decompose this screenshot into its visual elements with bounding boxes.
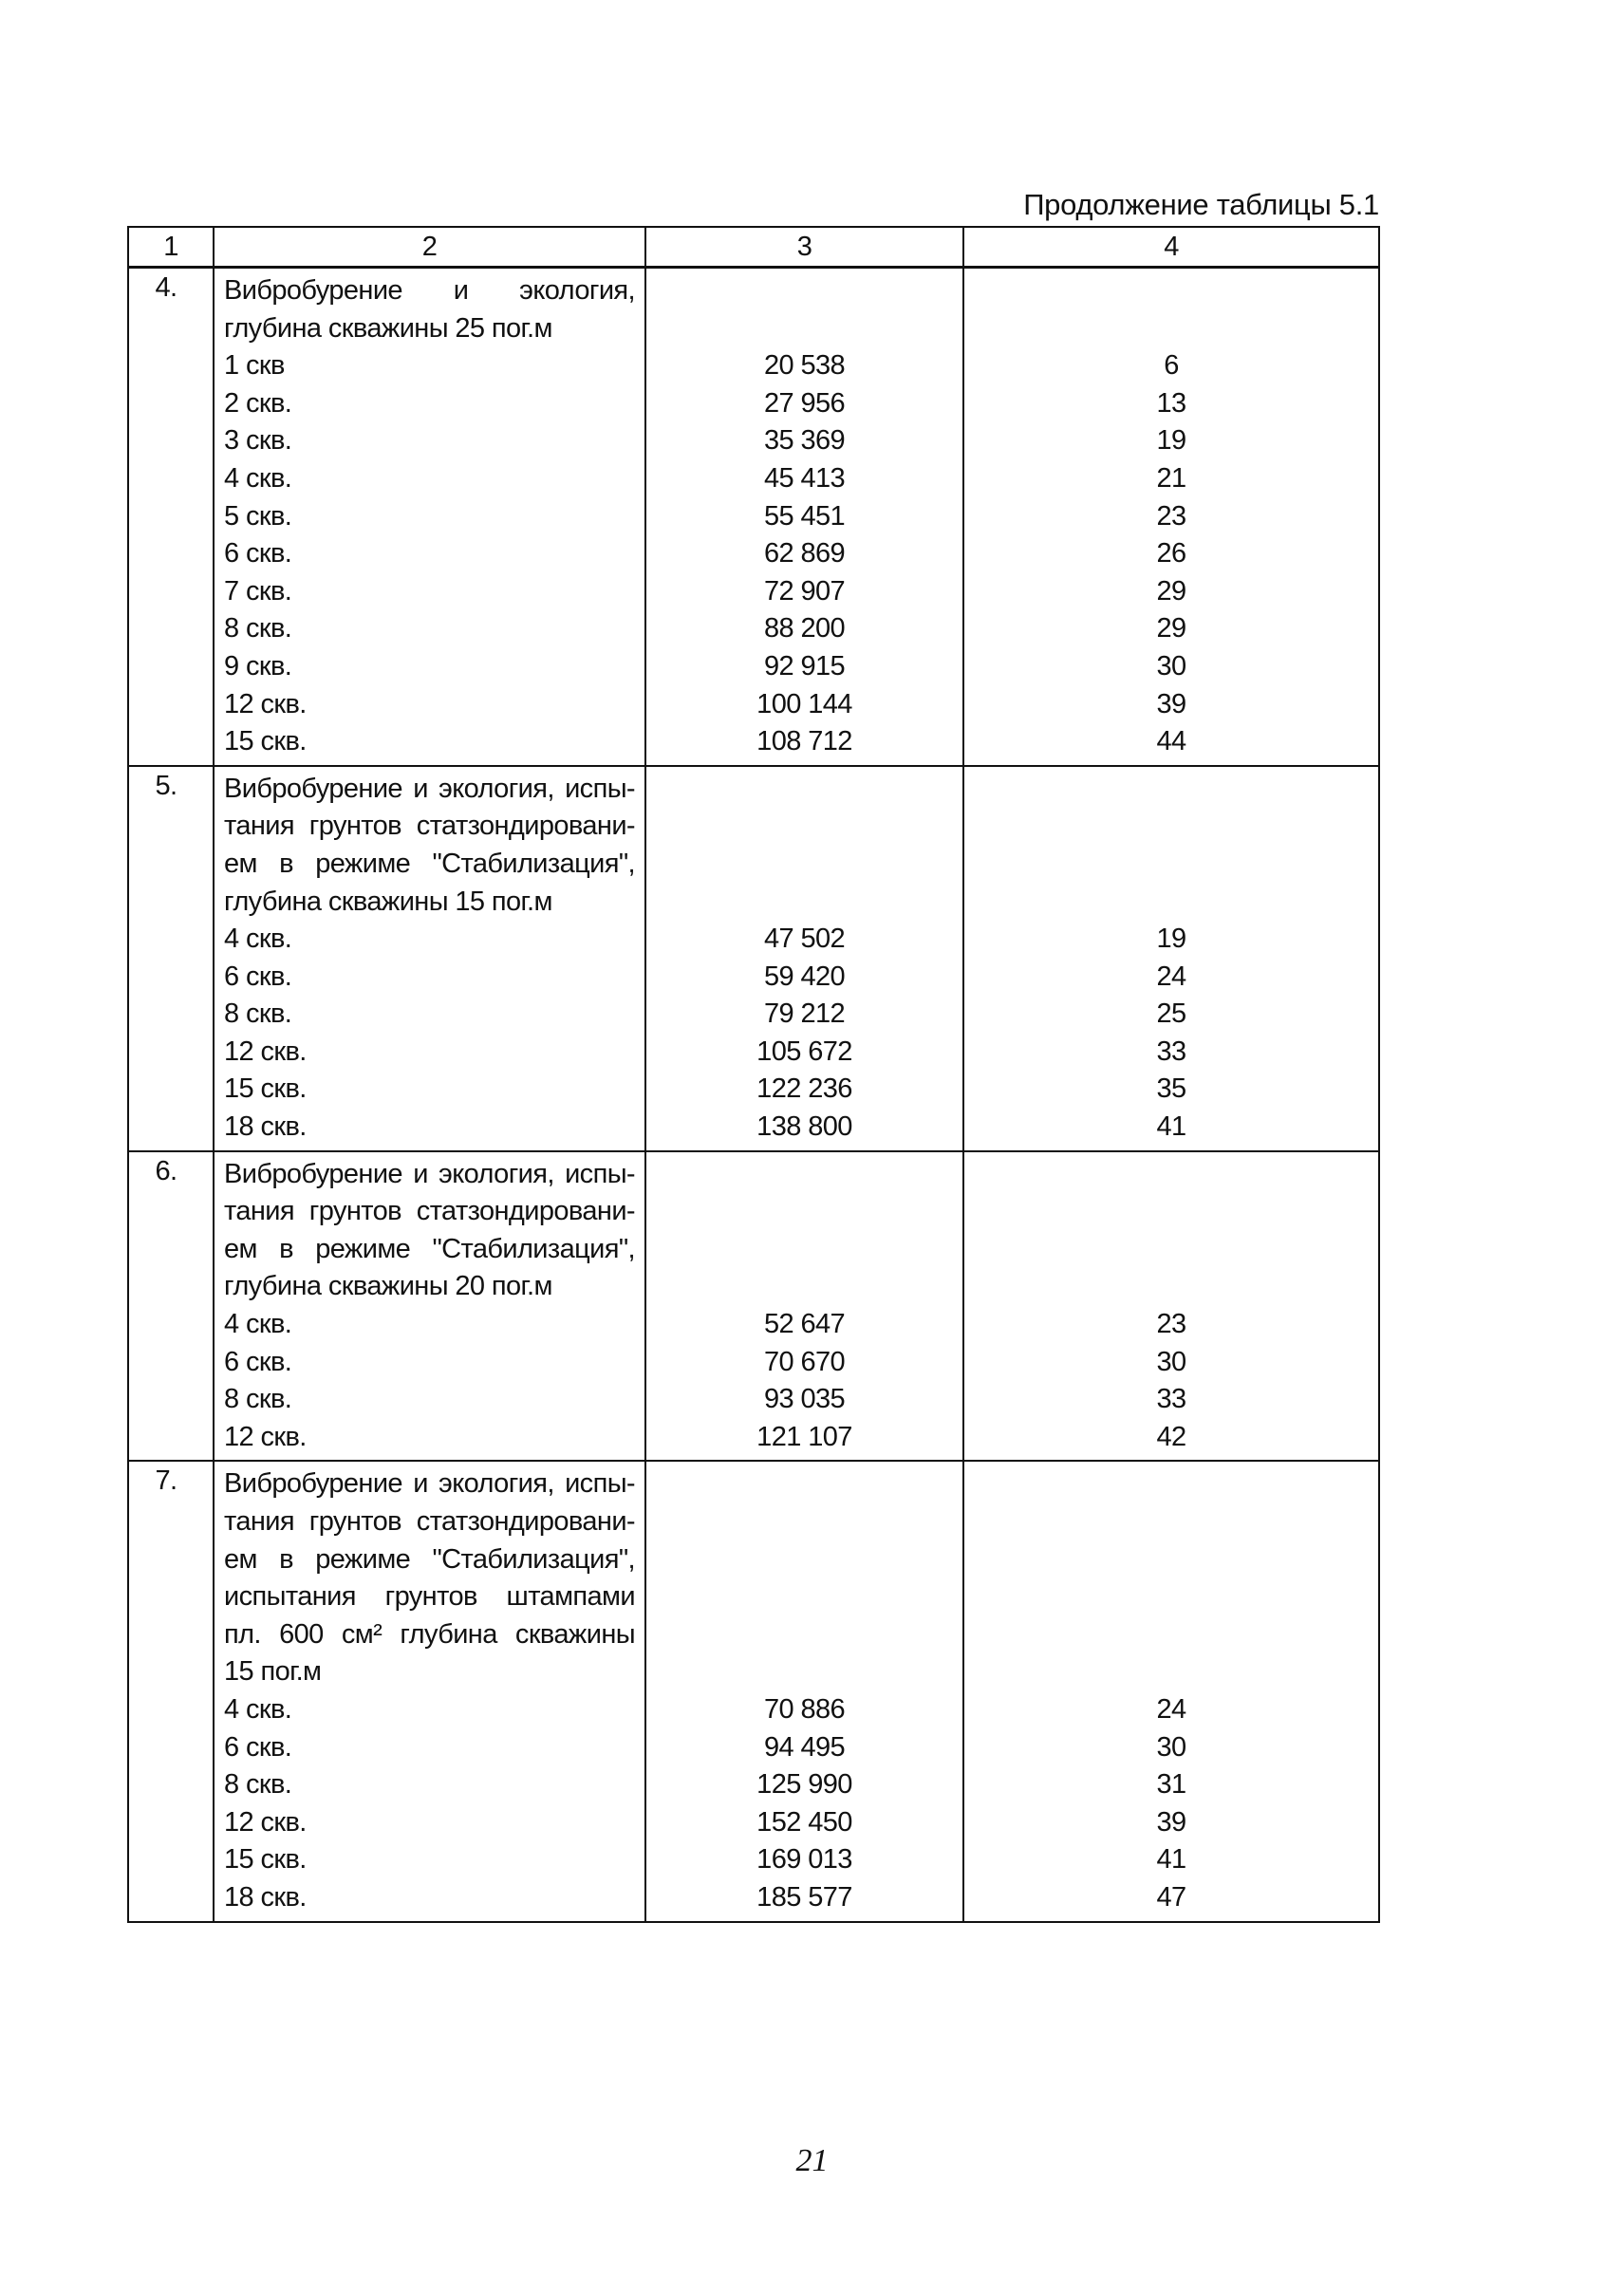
duration-value: 30	[1156, 1731, 1186, 1763]
duration-value: 41	[1156, 1844, 1186, 1876]
duration-value: 47	[1156, 1881, 1186, 1913]
well-count-label: 4 скв.	[224, 1309, 292, 1340]
description-line: тания грунтов статзондировани-	[224, 1196, 635, 1227]
section-description-cell	[214, 1461, 645, 1921]
cost-value: 72 907	[763, 575, 846, 607]
spacer	[964, 310, 1378, 348]
cost-value: 52 647	[763, 1309, 846, 1340]
cost-value: 47 502	[763, 924, 846, 955]
cost-value: 45 413	[763, 462, 846, 494]
description-line: ем в режиме "Стабилизация",	[224, 1543, 635, 1575]
duration-value: 26	[1156, 538, 1186, 569]
well-count-label: 8 скв.	[224, 1384, 292, 1415]
spacer	[964, 1465, 1378, 1503]
spacer	[646, 884, 962, 922]
duration-value: 21	[1156, 462, 1186, 494]
table-section-row	[128, 1151, 1379, 1462]
section-number: 6.	[128, 1151, 214, 1462]
well-count-label: 4 скв.	[224, 924, 292, 955]
description-line: Вибробурение и экология, испы-	[224, 773, 635, 804]
cost-value: 79 212	[763, 999, 846, 1030]
spacer	[646, 1156, 962, 1194]
duration-value: 44	[1156, 726, 1186, 757]
spacer	[964, 1578, 1378, 1616]
spacer	[964, 1231, 1378, 1269]
column-4-cell	[963, 268, 1379, 766]
cost-value: 122 236	[756, 1073, 852, 1105]
description-line: Вибробурение и экология,	[224, 275, 635, 306]
well-count-label: 2 скв.	[224, 387, 292, 419]
table-caption: Продолжение таблицы 5.1	[1023, 188, 1379, 221]
well-count-label: 6 скв.	[224, 1346, 292, 1377]
cost-value: 138 800	[756, 1111, 852, 1143]
well-count-label: 1 скв	[224, 350, 285, 382]
duration-value: 29	[1156, 575, 1186, 607]
spacer	[646, 1231, 962, 1269]
duration-value: 24	[1156, 1693, 1186, 1725]
description-line: тания грунтов статзондировани-	[224, 811, 635, 842]
section-description-cell	[214, 766, 645, 1151]
section-number: 4.	[128, 268, 214, 766]
well-count-label: 15 скв.	[224, 1073, 307, 1105]
duration-value: 30	[1156, 650, 1186, 681]
duration-value: 33	[1156, 1384, 1186, 1415]
section-number: 5.	[128, 766, 214, 1151]
duration-value: 29	[1156, 613, 1186, 644]
duration-value: 39	[1156, 688, 1186, 719]
well-count-label: 5 скв.	[224, 500, 292, 532]
well-count-label: 8 скв.	[224, 613, 292, 644]
duration-value: 19	[1156, 924, 1186, 955]
well-count-label: 12 скв.	[224, 1036, 307, 1067]
spacer	[646, 1616, 962, 1654]
cost-value: 20 538	[763, 350, 846, 382]
description-line: пл. 600 см² глубина скважины	[224, 1618, 635, 1650]
spacer	[646, 808, 962, 846]
table-section-row	[128, 1461, 1379, 1921]
spacer	[646, 771, 962, 809]
column-3-cell	[645, 1151, 963, 1462]
cost-value: 152 450	[756, 1806, 852, 1838]
description-line: глубина скважины 25 пог.м	[224, 312, 552, 344]
spacer	[964, 1541, 1378, 1579]
cost-value: 93 035	[763, 1384, 846, 1415]
table-header-row	[128, 227, 1379, 268]
well-count-label: 4 скв.	[224, 1693, 292, 1725]
spacer	[964, 846, 1378, 884]
spacer	[964, 1193, 1378, 1231]
cost-value: 70 670	[763, 1346, 846, 1377]
cost-value: 108 712	[756, 726, 852, 757]
well-count-label: 12 скв.	[224, 1421, 307, 1452]
column-4-cell	[963, 1151, 1379, 1462]
cost-value: 169 013	[756, 1844, 852, 1876]
column-3-cell	[645, 268, 963, 766]
column-4-cell	[963, 766, 1379, 1151]
description-line: Вибробурение и экология, испы-	[224, 1158, 635, 1189]
spacer	[964, 1616, 1378, 1654]
spacer	[964, 1156, 1378, 1194]
duration-value: 33	[1156, 1036, 1186, 1067]
well-count-label: 12 скв.	[224, 1806, 307, 1838]
cost-value: 70 886	[763, 1693, 846, 1725]
description-line: ем в режиме "Стабилизация",	[224, 1233, 635, 1264]
well-count-label: 15 скв.	[224, 1844, 307, 1876]
cost-value: 100 144	[756, 688, 852, 719]
page-number: 21	[795, 2143, 829, 2178]
duration-value: 39	[1156, 1806, 1186, 1838]
well-count-label: 6 скв.	[224, 961, 292, 992]
well-count-label: 6 скв.	[224, 1731, 292, 1763]
description-line: ем в режиме "Стабилизация",	[224, 848, 635, 879]
cost-value: 59 420	[763, 961, 846, 992]
cost-value: 35 369	[763, 425, 846, 457]
duration-value: 31	[1156, 1769, 1186, 1801]
spacer	[646, 1268, 962, 1306]
table-body	[128, 268, 1379, 1922]
spacer	[964, 1503, 1378, 1541]
spacer	[964, 1653, 1378, 1691]
spacer	[646, 272, 962, 310]
duration-value: 23	[1156, 1309, 1186, 1340]
duration-value: 23	[1156, 500, 1186, 532]
spacer	[646, 1465, 962, 1503]
cost-value: 105 672	[756, 1036, 852, 1067]
cost-value: 185 577	[756, 1881, 852, 1913]
header-col-2: 2	[214, 227, 645, 268]
spacer	[646, 310, 962, 348]
column-3-cell	[645, 1461, 963, 1921]
spacer	[964, 771, 1378, 809]
spacer	[646, 1541, 962, 1579]
spacer	[646, 1503, 962, 1541]
cost-value: 27 956	[763, 387, 846, 419]
cost-value: 121 107	[756, 1421, 852, 1452]
header-col-1: 1	[128, 227, 214, 268]
table-section-row	[128, 766, 1379, 1151]
cost-value: 88 200	[763, 613, 846, 644]
well-count-label: 15 скв.	[224, 726, 307, 757]
well-count-label: 8 скв.	[224, 999, 292, 1030]
spacer	[964, 272, 1378, 310]
well-count-label: 8 скв.	[224, 1769, 292, 1801]
spacer	[964, 808, 1378, 846]
description-line: глубина скважины 15 пог.м	[224, 886, 552, 917]
column-3-cell	[645, 766, 963, 1151]
table-section-row	[128, 268, 1379, 766]
data-table	[127, 226, 1380, 1923]
section-number: 7.	[128, 1461, 214, 1921]
duration-value: 30	[1156, 1346, 1186, 1377]
section-description-cell	[214, 1151, 645, 1462]
description-line: 15 пог.м	[224, 1656, 322, 1688]
well-count-label: 4 скв.	[224, 462, 292, 494]
duration-value: 42	[1156, 1421, 1186, 1452]
description-line: Вибробурение и экология, испы-	[224, 1468, 635, 1500]
duration-value: 25	[1156, 999, 1186, 1030]
description-line: глубина скважины 20 пог.м	[224, 1271, 552, 1302]
well-count-label: 9 скв.	[224, 650, 292, 681]
well-count-label: 18 скв.	[224, 1881, 307, 1913]
well-count-label: 12 скв.	[224, 688, 307, 719]
spacer	[964, 884, 1378, 922]
well-count-label: 3 скв.	[224, 425, 292, 457]
description-line: испытания грунтов штампами	[224, 1581, 635, 1613]
header-col-3: 3	[645, 227, 963, 268]
description-line: тания грунтов статзондировани-	[224, 1506, 635, 1537]
spacer	[646, 1578, 962, 1616]
duration-value: 24	[1156, 961, 1186, 992]
section-description-cell	[214, 268, 645, 766]
duration-value: 35	[1156, 1073, 1186, 1105]
cost-value: 125 990	[756, 1769, 852, 1801]
cost-value: 92 915	[763, 650, 846, 681]
cost-value: 62 869	[763, 538, 846, 569]
duration-value: 6	[1164, 350, 1179, 382]
spacer	[964, 1268, 1378, 1306]
well-count-label: 18 скв.	[224, 1111, 307, 1143]
cost-value: 55 451	[763, 500, 846, 532]
duration-value: 41	[1156, 1111, 1186, 1143]
header-col-4: 4	[963, 227, 1379, 268]
duration-value: 13	[1156, 387, 1186, 419]
well-count-label: 7 скв.	[224, 575, 292, 607]
spacer	[646, 1653, 962, 1691]
cost-value: 94 495	[763, 1731, 846, 1763]
spacer	[646, 846, 962, 884]
duration-value: 19	[1156, 425, 1186, 457]
column-4-cell	[963, 1461, 1379, 1921]
spacer	[646, 1193, 962, 1231]
well-count-label: 6 скв.	[224, 538, 292, 569]
